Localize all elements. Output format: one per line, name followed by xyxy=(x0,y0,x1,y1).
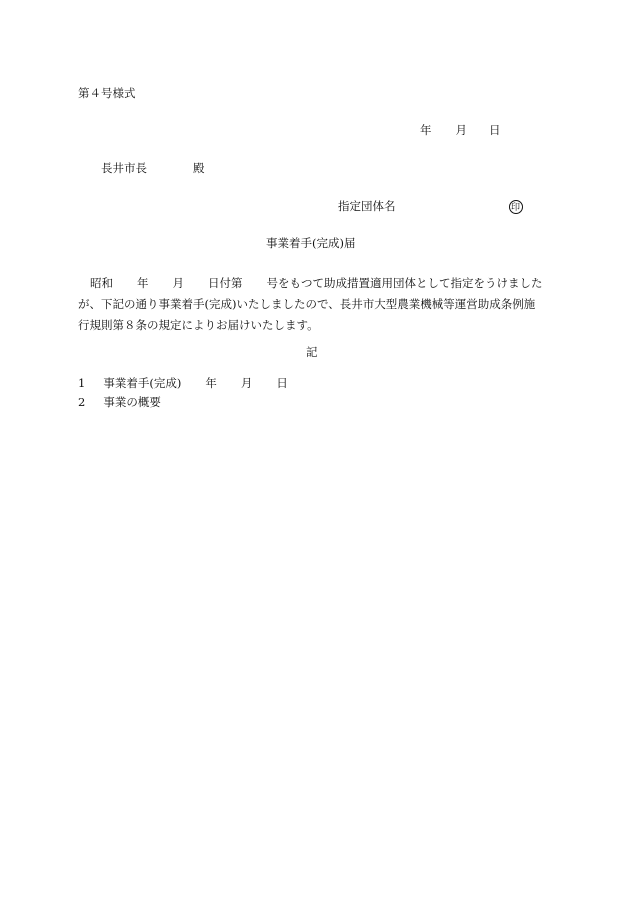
date-year: 年 xyxy=(420,123,432,137)
addressee xyxy=(101,161,205,175)
item-number: 2 xyxy=(78,395,86,409)
item-year: 年 xyxy=(205,376,217,390)
era-label: 昭和 xyxy=(90,276,113,290)
date-day: 日 xyxy=(489,123,501,137)
list-item xyxy=(78,376,288,390)
date-month: 月 xyxy=(455,123,467,137)
list-item xyxy=(78,395,161,409)
item-label: 事業着手(完成) xyxy=(103,376,182,390)
seal-mark: 印 xyxy=(509,200,523,214)
item-day: 日 xyxy=(276,376,288,390)
body-year: 年 xyxy=(137,276,149,290)
body-line-3: 行規則第８条の規定によりお届けいたします。 xyxy=(78,318,319,332)
document-title: 事業着手(完成)届 xyxy=(266,236,356,250)
applicant-label: 指定団体名 xyxy=(338,199,396,213)
applicant-line xyxy=(338,199,523,214)
body-line-2: が、下記の通り事業着手(完成)いたしましたので、長井市大型農業機械等運営助成条例施 xyxy=(78,297,536,311)
date-line xyxy=(420,123,501,137)
item-label: 事業の概要 xyxy=(103,395,161,409)
body-line-1 xyxy=(78,273,550,294)
item-month: 月 xyxy=(240,376,253,390)
body-month: 月 xyxy=(172,276,184,290)
body-text xyxy=(78,273,550,336)
addressee-name: 長井市長 xyxy=(101,161,147,175)
body-line-1-tail: 号をもつて助成措置適用団体として指定をうけました xyxy=(266,276,543,290)
addressee-honorific: 殿 xyxy=(193,161,205,175)
form-number: 第４号様式 xyxy=(78,86,136,100)
ki-heading: 記 xyxy=(306,345,318,359)
item-number: 1 xyxy=(78,376,86,390)
body-date-number: 日付第 xyxy=(208,276,243,290)
